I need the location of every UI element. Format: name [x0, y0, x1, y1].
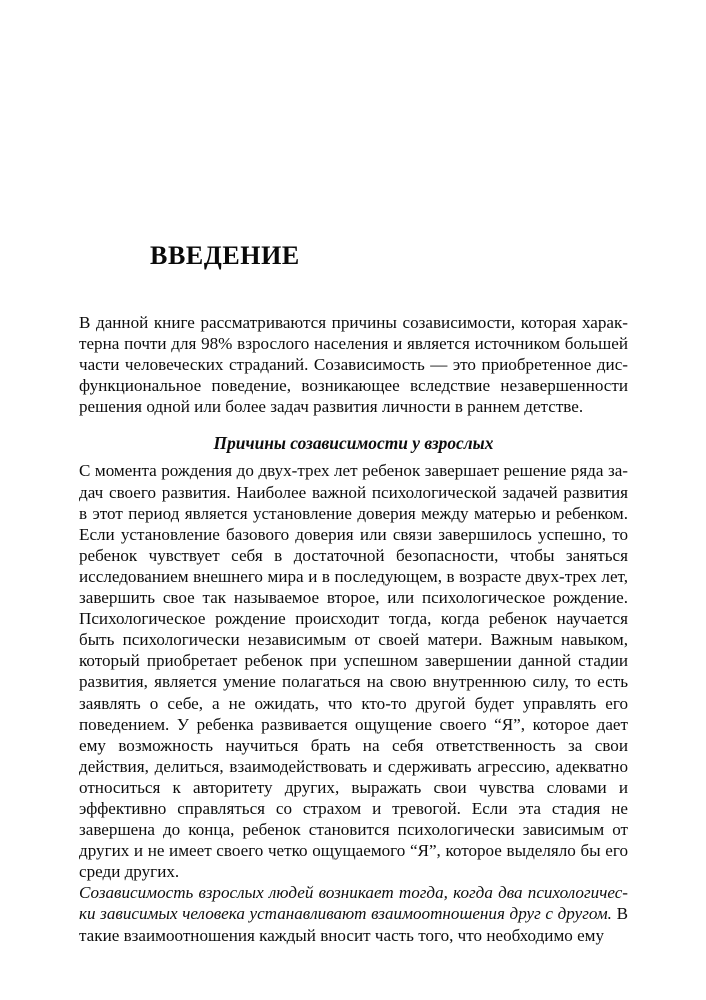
text-column: [79, 312, 628, 946]
main-paragraph: С момента рождения до двух-трех лет ребенок завершает решение ряда задач своего развития. Наиболее важной психологической задачей развития в этот период является установление доверия между матерью и ребенком. Если установление базового доверия или связи завершилось успешно, то ребенок чувствует себя в достаточной безопасности, чтобы заняться исследованием внешнего мира и в последующем, в возрасте двух-трех лет, завершить свое так называемое второе, или психологическое рождение. Психологическое рождение происходит тогда, когда ребенок научается быть психологически независимым от своей матери. Важным навыком, который приобретает ребенок при успешном завершении данной стадии развития, является умение полагаться на свою внутреннюю силу, то есть заявлять о себе, а не ожидать, что кто-то другой будет управлять его поведением. У ребенка развивается ощущение своего “Я”, которое дает ему возможность научиться брать на себя ответственность за свои действия, делиться, взаимодействовать и сдерживать агрессию, адекватно относиться к авторитету других, выражать свои чувства словами и эффективно справляться со страхом и тревогой. Если эта стадия не завершена до конца, ребенок становится психологически зависимым от других и не имеет своего четко ощущаемого “Я”, которое выделяло бы его среди других.: [79, 461, 628, 882]
closing-paragraph-italic-lead: Созависимость взрослых людей возникает тогда, когда два психологически зависимых человека устанавливают взаимоотношения друг с другом.: [79, 883, 628, 924]
chapter-heading: ВВЕДЕНИЕ: [150, 241, 300, 270]
closing-paragraph: [79, 882, 628, 945]
closing-paragraph-continuation: В такие взаимоотношения каждый вносит часть того, что необходимо ему: [79, 904, 628, 945]
intro-paragraph: В данной книге рассматриваются причины созависимости, которая характерна почти для 98% взрослого населения и является источником большей части человеческих страданий. Созависимость — это приобретенное дисфункциональное поведение, возникающее вследствие незавершенности решения одной или более задач развития личности в раннем детстве.: [79, 313, 628, 417]
section-subheading: Причины созависимости у взрослых: [213, 433, 494, 454]
